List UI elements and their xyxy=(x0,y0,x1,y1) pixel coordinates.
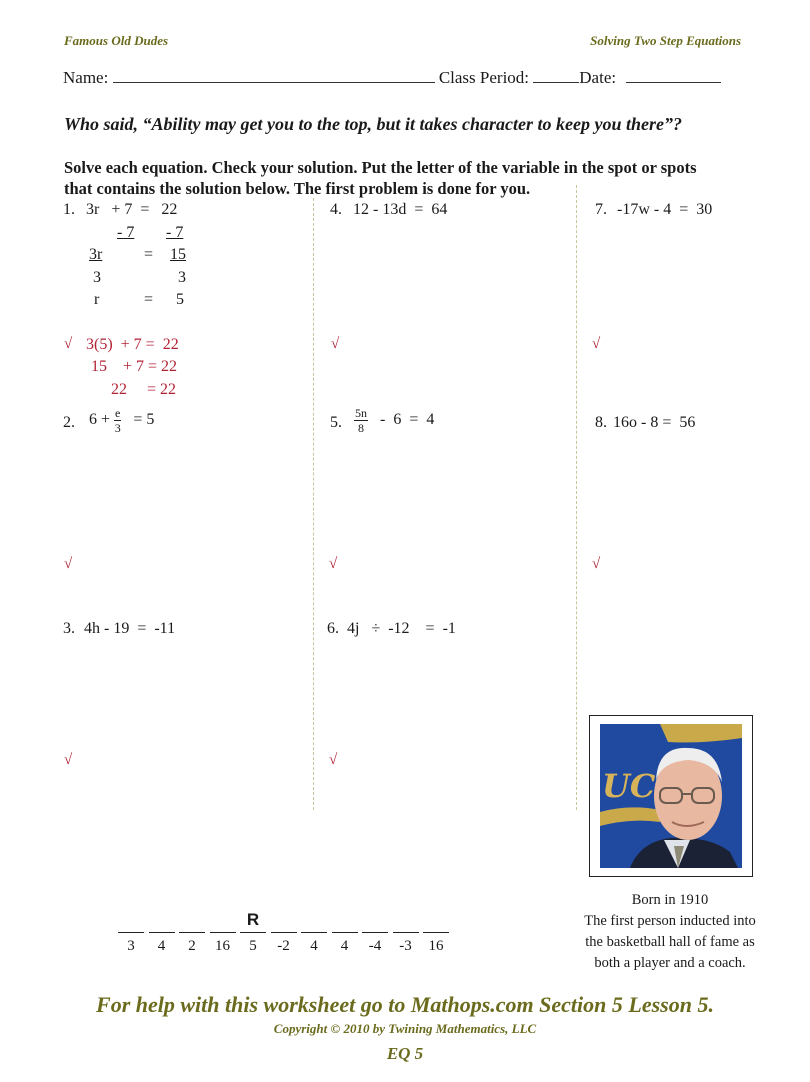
problem-3-equation: 4h - 19 = -11 xyxy=(84,620,176,637)
answer-slot[interactable] xyxy=(271,910,297,955)
work-divide-right: 3 xyxy=(178,269,186,286)
header-left-title: Famous Old Dudes xyxy=(64,33,169,48)
class-period-label: Class Period: xyxy=(438,68,530,87)
answer-blank[interactable] xyxy=(362,910,388,933)
problem-6-number: 6. xyxy=(327,620,339,637)
problem-2-number: 2. xyxy=(63,414,75,431)
caption-line-2: The first person inducted into xyxy=(584,913,756,929)
answer-blank[interactable] xyxy=(240,910,266,933)
problem-6-equation: 4j ÷ -12 = -1 xyxy=(347,620,456,637)
column-divider-1 xyxy=(313,198,314,810)
answer-slot[interactable] xyxy=(179,910,205,955)
problem-7-number: 7. xyxy=(595,201,607,218)
instructions-line-1: Solve each equation. Check your solution. Put the letter of the variable in the spot or spots xyxy=(64,158,697,177)
class-period-field[interactable] xyxy=(533,68,579,83)
fraction-numerator: 5n xyxy=(355,406,367,420)
check-mark-icon: √ xyxy=(64,336,73,352)
work-subtract-left: - 7 xyxy=(117,224,135,241)
answer-slot[interactable] xyxy=(210,910,236,955)
date-field[interactable] xyxy=(626,68,721,83)
problem-5-equation xyxy=(350,406,434,435)
problem-1-number: 1. xyxy=(63,201,75,218)
answer-slot[interactable] xyxy=(118,910,144,955)
check-mark-icon: √ xyxy=(331,336,340,352)
answer-blank[interactable] xyxy=(118,910,144,933)
problem-2-fraction xyxy=(114,406,121,435)
answer-blank[interactable] xyxy=(301,910,327,933)
fraction-denominator: 3 xyxy=(114,421,121,435)
answer-blank[interactable] xyxy=(210,910,236,933)
answer-number: 2 xyxy=(188,938,196,954)
check-line-3: 22 = 22 xyxy=(111,381,177,398)
answer-number: 3 xyxy=(127,938,135,954)
problem-4-number: 4. xyxy=(330,201,342,218)
answer-blank[interactable] xyxy=(423,910,449,933)
work-step-equals: = xyxy=(144,246,154,263)
check-line-1: 3(5) + 7 = 22 xyxy=(86,336,179,353)
problem-5-suffix: - 6 = 4 xyxy=(380,411,435,429)
answer-blank[interactable] xyxy=(332,910,358,933)
problem-5-number: 5. xyxy=(330,414,342,431)
work-step-right: 15 xyxy=(170,246,186,263)
answer-slot[interactable] xyxy=(393,910,419,955)
problem-5-fraction xyxy=(354,406,368,435)
work-solution: 5 xyxy=(176,291,184,308)
answer-blank[interactable] xyxy=(393,910,419,933)
caption-line-4: both a player and a coach. xyxy=(594,955,746,971)
name-label: Name: xyxy=(63,68,109,87)
banner-text: UC xyxy=(602,767,656,805)
check-mark-icon: √ xyxy=(329,556,338,572)
check-mark-icon: √ xyxy=(64,556,73,572)
answer-number: -4 xyxy=(368,938,382,954)
problem-7-equation: -17w - 4 = 30 xyxy=(617,201,713,218)
problem-8-equation: 16o - 8 = 56 xyxy=(613,414,696,431)
answer-number: -3 xyxy=(399,938,412,954)
answer-slot[interactable] xyxy=(362,910,388,955)
answer-number: 4 xyxy=(340,938,349,954)
answer-number: 16 xyxy=(428,938,444,954)
name-line xyxy=(63,68,721,88)
check-line-2: 15 + 7 = 22 xyxy=(91,358,178,375)
caption-line-1: Born in 1910 xyxy=(631,892,709,908)
answer-blank[interactable] xyxy=(271,910,297,933)
answer-number: 4 xyxy=(310,938,318,954)
problem-4-equation: 12 - 13d = 64 xyxy=(353,201,448,218)
problem-2-prefix: 6 + xyxy=(89,411,111,429)
fraction-denominator: 8 xyxy=(358,421,364,435)
work-subtract-right: - 7 xyxy=(166,224,184,241)
answer-number: 16 xyxy=(215,938,230,954)
answer-slot[interactable] xyxy=(149,910,175,955)
answer-number: -2 xyxy=(277,938,290,954)
work-step-left: 3r xyxy=(89,246,103,263)
name-field[interactable] xyxy=(113,68,435,83)
riddle-question: Who said, “Ability may get you to the top, but it takes character to keep you there”? xyxy=(64,114,682,134)
answer-slot[interactable] xyxy=(240,910,266,955)
problem-1-equation: 3r + 7 = 22 xyxy=(86,201,178,218)
date-label: Date: xyxy=(579,68,617,87)
column-divider-2 xyxy=(576,185,577,810)
caption-line-3: the basketball hall of fame as xyxy=(585,934,755,950)
check-mark-icon: √ xyxy=(64,752,73,768)
fraction-numerator: e xyxy=(115,406,121,420)
portrait-caption xyxy=(570,890,770,974)
check-mark-icon: √ xyxy=(329,752,338,768)
problem-2-equation xyxy=(89,406,154,435)
problem-3-number: 3. xyxy=(63,620,75,637)
check-mark-icon: √ xyxy=(592,336,601,352)
answer-blank[interactable] xyxy=(179,910,205,933)
work-divide-left: 3 xyxy=(93,269,101,286)
worksheet-code: EQ 5 xyxy=(386,1044,424,1063)
work-variable-equals: = xyxy=(144,291,154,308)
work-variable: r xyxy=(94,291,100,308)
answer-number: 4 xyxy=(157,938,166,954)
answer-slot[interactable] xyxy=(332,910,358,955)
header-right-title: Solving Two Step Equations xyxy=(590,33,741,48)
answer-slot[interactable] xyxy=(301,910,327,955)
footer-help-text: For help with this worksheet go to Mathops.com Section 5 Lesson 5. xyxy=(96,992,714,1017)
problem-2-suffix: = 5 xyxy=(133,411,155,429)
answer-blank[interactable] xyxy=(149,910,175,933)
portrait-photo xyxy=(600,724,742,868)
answer-letter: R xyxy=(246,910,260,929)
answer-number: 5 xyxy=(249,938,257,954)
answer-slot[interactable] xyxy=(423,910,449,955)
footer-copyright: Copyright © 2010 by Twining Mathematics, LLC xyxy=(273,1021,537,1036)
instructions-line-2: that contains the solution below. The first problem is done for you. xyxy=(64,179,531,198)
portrait-frame xyxy=(589,715,753,877)
problem-8-number: 8. xyxy=(595,414,607,431)
check-mark-icon: √ xyxy=(592,556,601,572)
